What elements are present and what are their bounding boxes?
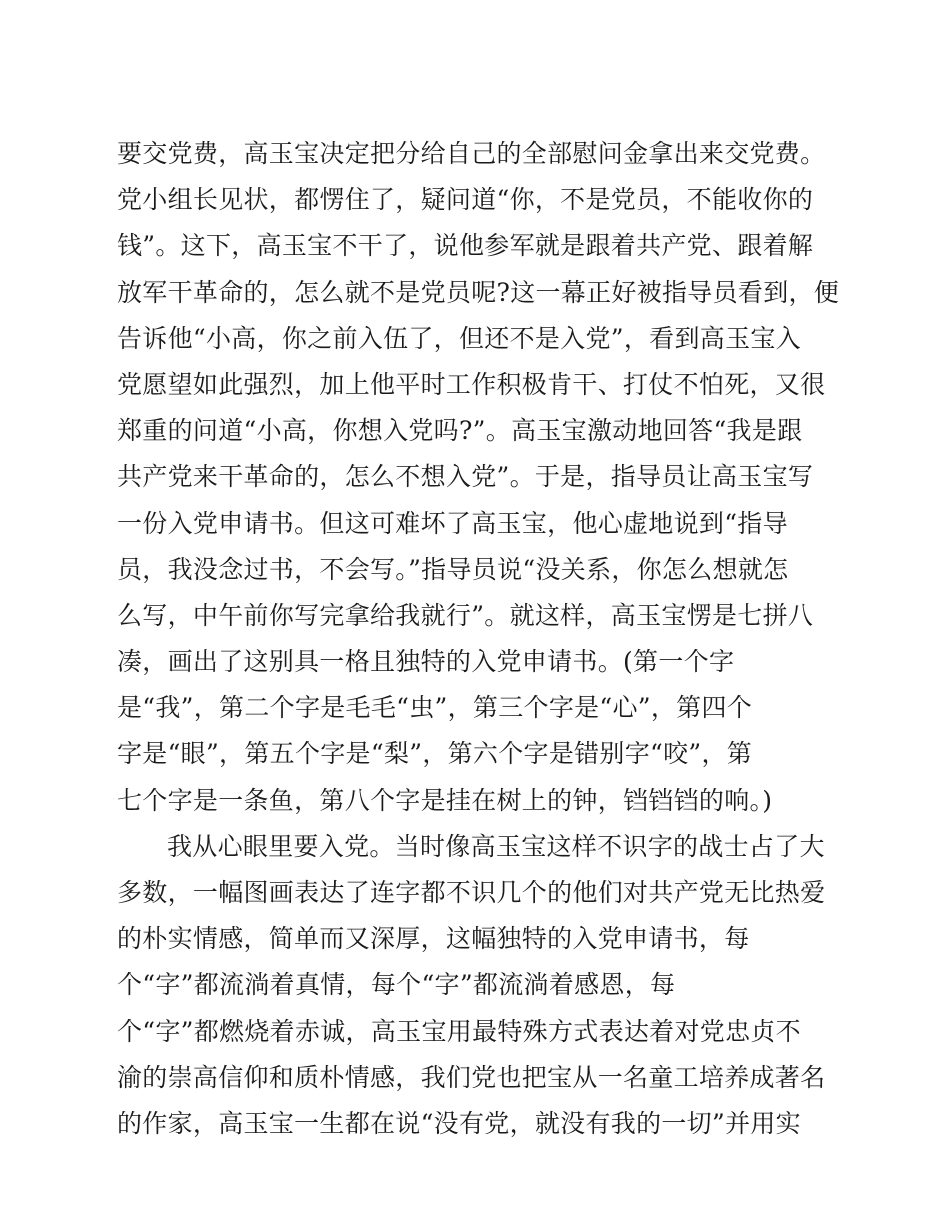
text-line: 渝的崇高信仰和质朴情感，我们党也把宝从一名童工培养成著名 [117, 1062, 826, 1092]
text-line: 凑，画出了这别具一格且独特的入党申请书。(第一个字 [117, 647, 735, 677]
text-line: 党愿望如此强烈，加上他平时工作积极肯干、打仗不怕死，又很 [117, 369, 826, 399]
text-line: 字是“眼”，第五个字是“梨”，第六个字是错别字“咬”，第 [117, 739, 753, 769]
text-line: 告诉他“小高，你之前入伍了，但还不是入党”，看到高玉宝入 [117, 323, 801, 353]
text-line: 七个字是一条鱼，第八个字是挂在树上的钟，铛铛铛的响。) [117, 785, 773, 815]
text-line: 多数，一幅图画表达了连字都不识几个的他们对共产党无比热爱 [117, 878, 826, 907]
text-line: 一份入党申请书。但这可难坏了高玉宝，他心虚地说到“指导 [117, 508, 788, 538]
text-line: 的朴实情感，简单而又深厚，这幅独特的入党申请书，每 [117, 924, 750, 954]
text-line: 是“我”，第二个字是毛毛“虫”，第三个字是“心”，第四个 [117, 693, 753, 723]
text-line: 共产党来干革命的，怎么不想入党”。于是，指导员让高玉宝写 [117, 462, 814, 492]
body-text [117, 131, 840, 1147]
text-line: 的作家，高玉宝一生都在说“没有党，就没有我的一切”并用实 [117, 1108, 801, 1138]
text-line: 个“字”都燃烧着赤诚，高玉宝用最特殊方式表达着对党忠贞不 [117, 1016, 801, 1046]
paragraph-start-line: 我从心眼里要入党。当时像高玉宝这样不识字的战士占了大 [167, 831, 825, 861]
text-line: 要交党费，高玉宝决定把分给自己的全部慰问金拿出来交党费。 [117, 139, 826, 168]
text-line: 么写，中午前你写完拿给我就行”。就这样，高玉宝愣是七拼八 [117, 600, 814, 630]
text-line: 放军干革命的，怎么就不是党员呢?这一幕正好被指导员看到，便 [117, 277, 840, 307]
text-line: 郑重的问道“小高，你想入党吗?”。高玉宝激动地回答“我是跟 [117, 416, 803, 446]
text-line: 党小组长见状，都愣住了，疑问道“你，不是党员，不能收你的 [117, 185, 814, 215]
text-line: 员，我没念过书，不会写。”指导员说“没关系，你怎么想就怎 [117, 554, 789, 584]
text-line: 个“字”都流淌着真情，每个“字”都流淌着感恩，每 [117, 970, 676, 1000]
text-line: 钱”。这下，高玉宝不干了，说他参军就是跟着共产党、跟着解 [117, 231, 814, 261]
